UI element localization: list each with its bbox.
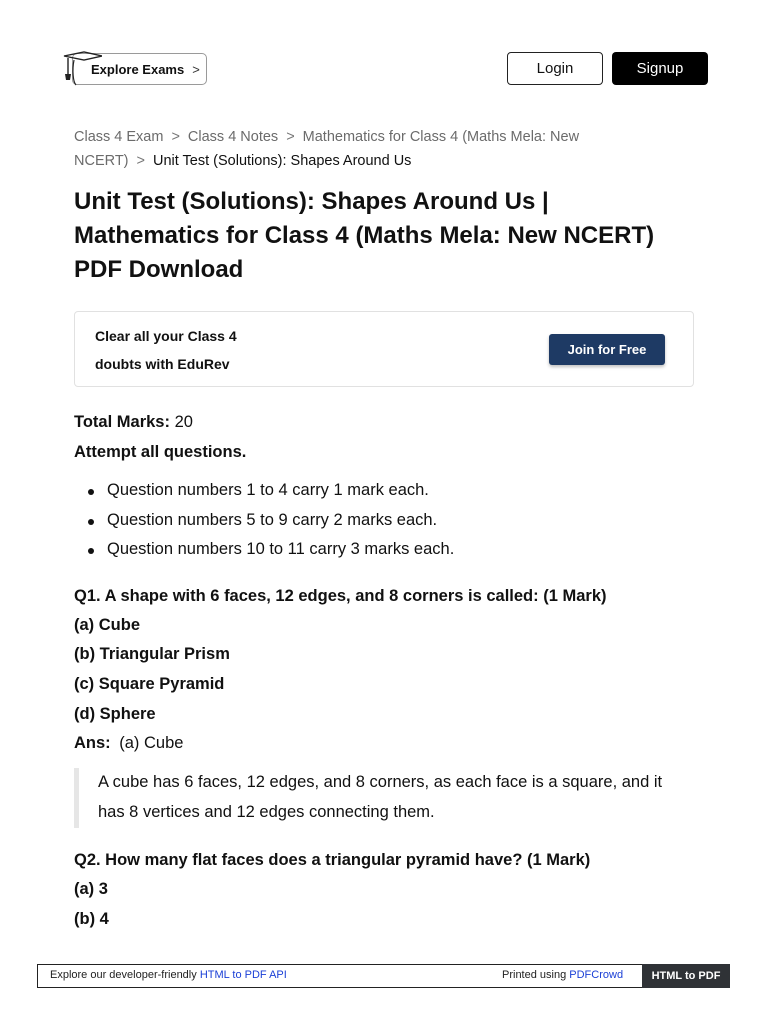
breadcrumb-current: Unit Test (Solutions): Shapes Around Us bbox=[152, 153, 412, 169]
login-button[interactable]: Login bbox=[507, 52, 603, 85]
total-marks-value: 20 bbox=[174, 413, 193, 431]
q2-option-a: (a) 3 bbox=[74, 880, 108, 898]
total-marks bbox=[74, 413, 193, 432]
page-title-line: Unit Test (Solutions): Shapes Around Us | bbox=[74, 188, 549, 215]
bullet-icon bbox=[88, 519, 94, 525]
promo-text-line: doubts with EduRev bbox=[95, 356, 230, 372]
page-title-line: PDF Download bbox=[74, 256, 244, 283]
q1-explanation bbox=[98, 768, 668, 827]
chevron-right-icon: > bbox=[192, 61, 200, 77]
answer-label: Ans: bbox=[74, 734, 111, 752]
promo-card bbox=[74, 311, 694, 387]
breadcrumb-separator: > bbox=[286, 129, 295, 145]
answer-value: (a) Cube bbox=[119, 734, 184, 752]
q1-option-c: (c) Square Pyramid bbox=[74, 675, 225, 693]
promo-text-line: Clear all your Class 4 bbox=[95, 328, 237, 344]
footer-left bbox=[50, 969, 287, 981]
q1-option-a: (a) Cube bbox=[74, 616, 140, 634]
pdfcrowd-footer bbox=[37, 964, 730, 988]
instruction-text: Attempt all questions. bbox=[74, 443, 247, 461]
graduation-cap-icon bbox=[62, 50, 102, 86]
breadcrumb bbox=[74, 125, 634, 173]
quote-bar bbox=[74, 768, 79, 828]
pdfcrowd-link[interactable]: PDFCrowd bbox=[569, 969, 624, 981]
rule-item: Question numbers 10 to 11 carry 3 marks each. bbox=[107, 540, 455, 558]
q2-option-b: (b) 4 bbox=[74, 910, 109, 928]
question-1: Q1. A shape with 6 faces, 12 edges, and 8 corners is called: (1 Mark) bbox=[74, 587, 607, 605]
bullet-icon bbox=[88, 489, 94, 495]
html-to-pdf-api-link[interactable]: HTML to PDF API bbox=[199, 969, 287, 981]
bullet-icon bbox=[88, 548, 94, 554]
q1-answer bbox=[74, 734, 183, 753]
breadcrumb-separator: > bbox=[136, 153, 145, 169]
footer-middle bbox=[502, 969, 623, 981]
rule-item: Question numbers 1 to 4 carry 1 mark each. bbox=[107, 481, 429, 499]
page-title bbox=[74, 185, 694, 287]
footer-mid-text: Printed using bbox=[502, 969, 567, 981]
join-for-free-button[interactable]: Join for Free bbox=[549, 334, 665, 365]
breadcrumb-item-mathematics[interactable]: Mathematics for Class 4 (Maths Mela: New bbox=[302, 129, 580, 145]
promo-text bbox=[95, 322, 265, 378]
total-marks-label: Total Marks: bbox=[74, 413, 170, 431]
q1-option-b: (b) Triangular Prism bbox=[74, 645, 230, 663]
explore-exams-label: Explore Exams bbox=[91, 61, 185, 77]
rule-item: Question numbers 5 to 9 carry 2 marks each. bbox=[107, 511, 438, 529]
page-title-line: Mathematics for Class 4 (Maths Mela: New NCERT) bbox=[74, 222, 655, 249]
breadcrumb-item-mathematics-cont[interactable]: NCERT) bbox=[74, 153, 129, 169]
breadcrumb-item-class4-notes[interactable]: Class 4 Notes bbox=[187, 129, 279, 145]
q1-option-d: (d) Sphere bbox=[74, 705, 156, 723]
breadcrumb-item-class4-exam[interactable]: Class 4 Exam bbox=[74, 129, 164, 145]
footer-left-text: Explore our developer-friendly bbox=[50, 969, 197, 981]
breadcrumb-separator: > bbox=[171, 129, 180, 145]
html-to-pdf-badge[interactable]: HTML to PDF bbox=[642, 964, 730, 988]
signup-button[interactable]: Signup bbox=[612, 52, 708, 85]
explanation-line: has 8 vertices and 12 edges connecting them. bbox=[98, 802, 435, 821]
question-2: Q2. How many flat faces does a triangular pyramid have? (1 Mark) bbox=[74, 851, 591, 869]
explanation-line: A cube has 6 faces, 12 edges, and 8 corners, as each face is a square, and it bbox=[98, 773, 663, 791]
